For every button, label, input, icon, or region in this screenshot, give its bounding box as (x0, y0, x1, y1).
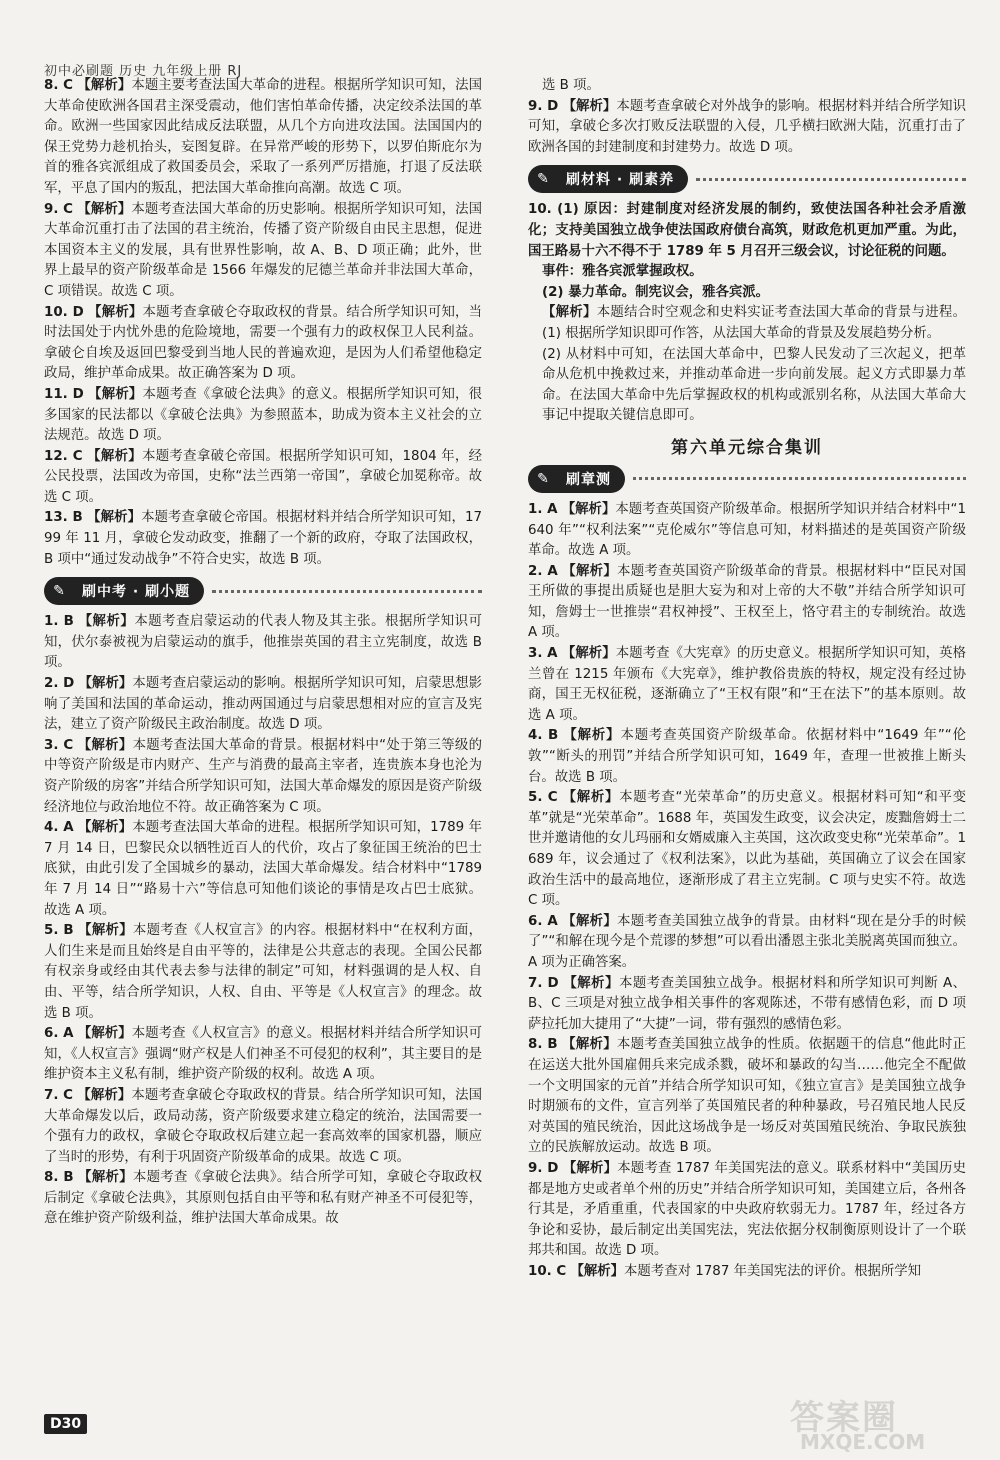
unit-title: 第六单元综合集训 (671, 437, 823, 458)
answer-number: 4. A (44, 820, 74, 836)
answer-number: 2. A (528, 563, 558, 579)
continuation-text: 选 B 项。 (542, 78, 600, 93)
left-column (44, 76, 482, 1230)
analysis-tag: 【解析】 (561, 501, 616, 517)
answer-number: 8. B (528, 1037, 558, 1053)
answer-number: 1. A (528, 501, 558, 517)
answer-item (44, 1168, 482, 1230)
answer-text: 本题考查拿破仑帝国。根据所学知识可知，1804 年，经公民投票，法国改为帝国，史称“法兰西第一帝国”，拿破仑加冕称帝。故选 C 项。 (44, 448, 483, 505)
section-banner-exam (44, 576, 482, 606)
answer-item (44, 818, 482, 921)
answer-text: 本题考查启蒙运动的代表人物及其主张。根据所学知识可知，伏尔泰被视为启蒙运动的旗手，他推崇英国的君主立宪制度，故选 B 项。 (44, 614, 482, 671)
page-number: D30 (44, 1414, 87, 1434)
analysis-tag: 【解析】 (78, 614, 135, 630)
analysis-tag: 【解析】 (77, 201, 132, 217)
answer-number: 9. D (528, 98, 559, 114)
analysis-tag: 【解析】 (562, 98, 617, 114)
answer-number: 13. B (44, 510, 83, 526)
answer-item (44, 76, 482, 200)
answer-item (528, 788, 966, 912)
answer-text: 本题考查对 1787 年美国宪法的评价。根据所学知 (624, 1263, 922, 1279)
answer-number: 1. B (44, 614, 74, 630)
analysis-tag: 【解析】 (88, 386, 143, 402)
answer-number: 8. B (44, 1170, 74, 1186)
answer-number: 6. A (528, 913, 558, 929)
answer-number: 6. A (44, 1026, 74, 1042)
watermark-logo: 答案圈 (790, 1398, 898, 1438)
answer-number: 5. B (44, 923, 74, 939)
answer-item (44, 612, 482, 674)
answer-number: 3. A (528, 646, 558, 662)
answer-item (528, 97, 966, 159)
answer-text: 本题考查美国独立战争的背景。由材料“现在是分手的时候了”“和解在现今是个荒谬的梦想”可以看出潘恩主张北美脱离英国而独立。A 项为正确答案。 (528, 913, 967, 970)
answer-item (528, 912, 966, 974)
analysis-tag: 【解析】 (77, 1026, 132, 1042)
answer-text: 本题考查《人权宣言》的意义。根据材料并结合所学知识可知，《人权宣言》强调“财产权是人们神圣不可侵犯的权利”，其主要目的是维护资本主义私有制，维护资产阶级的权利。故选 A 项。 (44, 1026, 482, 1083)
banner-dots (212, 590, 482, 593)
q10-answer-line3: (2) 暴力革命。制宪议会，雅各宾派。 (542, 284, 770, 300)
answer-item (528, 562, 966, 644)
analysis-tag: 【解析】 (542, 305, 597, 321)
answer-text: 本题考查“光荣革命”的历史意义。根据材料可知“和平变革”就是“光荣革命”。1688 年，英国发生政变，议会决定，废黜詹姆士二世并邀请他的女儿玛丽和女婿威廉入主英国，这次政变史称“光荣革命”。1689 年，议会通过了《权利法案》，以此为基础，英国确立了议会在国家政治生活中的最高地位，逐渐形成了君主立宪制。C 项与史实不符。故选 C 项。 (528, 790, 966, 909)
analysis-text: 本题结合时空观念和史料实证考查法国大革命的背景与进程。(1) 根据所学知识即可作答，从法国大革命的背景及发展趋势分析。 (542, 305, 967, 341)
pen-icon: ✎ (44, 577, 74, 605)
answer-text: 本题考查拿破仑帝国。根据材料并结合所学知识可知，1799 年 11 月，拿破仑发动政变，推翻了一个新的政府，夺取了法国政权，B 项中“通过发动战争”不符合史实，故选 B 项。 (44, 510, 482, 567)
answer-item (528, 1159, 966, 1262)
answer-item (44, 385, 482, 447)
analysis-tag: 【解析】 (77, 1087, 132, 1103)
answer-text: 本题考查《大宪章》的历史意义。根据所学知识可知，英格兰曾在 1215 年颁布《大宪章》，维护教俗贵族的特权，规定没有经过协商，国王无权征税，逐渐确立了“王权有限”和“王在法下”的基本原则。故选 A 项。 (528, 646, 966, 723)
answer-item (528, 726, 966, 788)
answer-number: 12. C (44, 448, 83, 464)
banner-dots (696, 178, 966, 181)
answer-item (44, 1086, 482, 1168)
analysis-tag: 【解析】 (78, 923, 133, 939)
answer-text: 本题考查法国大革命的背景。根据材料中“处于第三等级的中等资产阶级是市内财产、生产与消费的最高主宰者，连贵族本身也沦为资产阶级的房客”并结合所学知识可知，法国大革命爆发的原因是资产阶级经济地位与政治地位不符。故正确答案为 C 项。 (44, 737, 482, 815)
answer-number: 9. D (528, 1160, 559, 1176)
answer-number: 4. B (528, 728, 559, 744)
watermark-url: MXQE.COM (800, 1430, 926, 1454)
answer-number: 11. D (44, 386, 84, 402)
answer-number: 10. D (44, 304, 84, 320)
answer-number: 3. C (44, 737, 74, 753)
analysis-tag: 【解析】 (562, 1037, 617, 1053)
analysis-tag: 【解析】 (78, 1170, 133, 1186)
analysis-tag: 【解析】 (561, 646, 616, 662)
answer-text: 本题考查《人权宣言》的内容。根据材料中“在权利方面，人们生来是而且始终是自由平等的，法律是公共意志的表现。全国公民都有权亲身或经由其代表去参与法律的制定”可知，材料强调的是人权、自由、平等，结合所学知识，人权、自由、平等是《人权宣言》的理念。故选 B 项。 (44, 923, 483, 1021)
answer-text: 本题考查《拿破仑法典》。结合所学可知，拿破仑夺取政权后制定《拿破仑法典》，其原则包括自由平等和私有财产神圣不可侵犯等，意在维护资产阶级利益，维护法国大革命成果。故 (44, 1170, 482, 1227)
answer-item (44, 508, 482, 570)
answer-text: 本题考查美国独立战争。根据材料和所学知识可判断 A、B、C 三项是对独立战争相关事件的客观陈述，不带有感情色彩，而 D 项萨拉托加大捷用了“大捷”一词，带有强烈的感情色彩。 (528, 975, 966, 1032)
section-banner-chapter (528, 464, 966, 494)
answer-item (44, 921, 482, 1024)
analysis-tag: 【解析】 (563, 728, 621, 744)
q10-answer-line1: 10. (1) 原因：封建制度对经济发展的制约，致使法国各种社会矛盾激化；支持美国独立战争使法国政府债台高筑，财政危机更加严重。为此，国王路易十六不得不于 1789 年 5 月召开三级会议，讨论征税的问题。 (528, 202, 966, 259)
answer-number: 10. C (528, 1263, 567, 1279)
answer-text: 本题考查拿破仑夺取政权的背景。结合所学知识可知，法国大革命爆发以后，政局动荡，资产阶级要求建立稳定的统治，法国需要一个强有力的政权，拿破仑夺取政权后建立起一套高效率的国家机器，顺应了当时的形势，有利于巩固资产阶级革命的成果。故选 C 项。 (44, 1087, 482, 1165)
answer-text: 本题主要考查法国大革命的进程。根据所学知识可知，法国大革命使欧洲各国君主深受震动，他们害怕革命传播，决定绞杀法国的革命。欧洲一些国家因此结成反法联盟，从几个方向进攻法国。法国国内的保王党势力趁机抬头，妄图复辟。在异常严峻的形势下，以罗伯斯庇尔为首的雅各宾派组成了救国委员会，采取了一系列严厉措施，打退了反法联军，平息了国内的叛乱，把法国大革命推向高潮。故选 C 项。 (44, 78, 482, 196)
answer-item (528, 500, 966, 562)
answer-text: 本题考查启蒙运动的影响。根据所学知识可知，启蒙思想影响了美国和法国的革命运动，推动两国通过与启蒙思想相对应的宣言及宪法，建立了资产阶级民主政治制度。故选 D 项。 (44, 676, 483, 733)
analysis-tag: 【解析】 (77, 78, 132, 93)
answer-number: 8. C (44, 78, 73, 93)
analysis-tag: 【解析】 (77, 737, 133, 753)
answer-item (528, 1262, 966, 1283)
page-header: 初中必刷题 历史 九年级上册 RJ (44, 64, 243, 79)
banner-label: 刷中考 · 刷小题 (68, 577, 204, 605)
answer-item (44, 1024, 482, 1086)
answer-text: 本题考查英国资产阶级革命。依据材料中“1649 年”“伦敦”“断头的刑罚”并结合所学知识可知，1649 年，查理一世被推上断头台。故选 B 项。 (528, 728, 967, 785)
answer-number: 7. C (44, 1087, 73, 1103)
answer-text: 本题考查美国独立战争的性质。依据题干的信息“他此时正在运送大批外国雇佣兵来完成杀戮，破坏和暴政的勾当……他完全不配做一个文明国家的元首”并结合所学知识可知，《独立宣言》是美国独立战争时期颁布的文件，宣言列举了英国殖民者的种种暴政，号召殖民地人民反对英国的殖民统治，因此这场战争是一场反对英国殖民统治、争取民族独立的民族解放运动。故选 B 项。 (528, 1037, 967, 1156)
answer-text: 本题考查拿破仑对外战争的影响。根据材料并结合所学知识可知，拿破仑多次打败反法联盟的入侵，几乎横扫欧洲大陆，沉重打击了欧洲各国的封建制度和封建势力。故选 D 项。 (528, 98, 967, 155)
right-column (528, 76, 966, 1282)
answer-item (44, 200, 482, 303)
analysis-tag: 【解析】 (562, 1160, 618, 1176)
analysis-tag: 【解析】 (563, 975, 619, 991)
answer-text: 本题考查法国大革命的进程。根据所学知识可知，1789 年 7 月 14 日，巴黎民众以牺牲近百人的代价，攻占了象征国王统治的巴士底狱，由此引发了全国城乡的暴动，法国大革命爆发。结合材料中“1789 年 7 月 14 日”“路易十六”等信息可知他们谈论的事情是攻占巴士底狱。故选 A 项。 (44, 820, 482, 918)
analysis-tag: 【解析】 (88, 304, 143, 320)
analysis-tag: 【解析】 (87, 448, 142, 464)
banner-label: 刷章测 (552, 465, 625, 493)
q10-answer-line2: 事件：雅各宾派掌握政权。 (542, 264, 703, 280)
answer-number: 7. D (528, 975, 559, 991)
analysis-tag: 【解析】 (562, 790, 620, 806)
analysis-tag: 【解析】 (570, 1263, 625, 1279)
analysis-tag: 【解析】 (562, 563, 618, 579)
answer-number: 9. C (44, 201, 73, 217)
answer-number: 5. C (528, 790, 558, 806)
answer-number: 2. D (44, 676, 75, 692)
answer-text: 本题考查英国资产阶级革命的背景。根据材料中“臣民对国王所做的事提出质疑也是胆大妄为和对上帝的大不敬”并结合所学知识可知，詹姆士一世推崇“君权神授”、王权至上，恪守君主的专制统治。故选 A 项。 (528, 563, 967, 641)
answer-item (44, 674, 482, 736)
answer-text: 本题考查 1787 年美国宪法的意义。联系材料中“美国历史都是地方史或者单个州的历史”并结合所学知识可知，美国建立后，各州各行其是，矛盾重重，代表国家的中央政府软弱无力。1787 年，经过各方争论和妥协，最后制定出美国宪法，宪法依据分权制衡原则设计了一个联邦共和国。故选 D 项。 (528, 1160, 966, 1259)
q10-analysis (528, 303, 966, 344)
answer-item (528, 644, 966, 726)
answer-item (44, 303, 482, 385)
answer-text: 本题考查英国资产阶级革命。根据所学知识并结合材料中“1640 年”“权利法案”“克伦威尔”等信息可知，材料描述的是英国资产阶级革命。故选 A 项。 (528, 501, 966, 559)
answer-item (44, 736, 482, 818)
answer-text: 本题考查《拿破仑法典》的意义。根据所学知识可知，很多国家的民法都以《拿破仑法典》为参照蓝本，助成为资本主义社会的立法规范。故选 D 项。 (44, 386, 483, 444)
analysis-tag: 【解析】 (87, 510, 142, 526)
answer-item (528, 1035, 966, 1159)
pen-icon: ✎ (528, 465, 558, 493)
analysis-tag: 【解析】 (78, 820, 133, 836)
q10-analysis-2: (2) 从材料中可知，在法国大革命中，巴黎人民发动了三次起义，把革命从危机中挽救过来，并推动革命进一步向前发展。起义方式即暴力革命。在法国大革命中先后掌握政权的机构或派别名称，从法国大革命大事记中提取关键信息即可。 (542, 346, 966, 424)
analysis-tag: 【解析】 (78, 676, 133, 692)
answer-text: 本题考查拿破仑夺取政权的背景。结合所学知识可知，当时法国处于内忧外患的危险境地，需要一个强有力的政权保卫人民利益。拿破仑自埃及返回巴黎受到当地人民的普遍欢迎，是因为人们希望他稳定政局，维护革命成果。故正确答案为 D 项。 (44, 304, 483, 382)
answer-item (528, 974, 966, 1036)
pen-icon: ✎ (528, 165, 558, 193)
section-banner-material (528, 164, 966, 194)
banner-dots (633, 477, 966, 480)
answer-item (44, 447, 482, 509)
analysis-tag: 【解析】 (562, 913, 618, 929)
banner-label: 刷材料 · 刷素养 (552, 165, 688, 193)
answer-text: 本题考查法国大革命的历史影响。根据所学知识可知，法国大革命沉重打击了法国的君主统治，传播了资产阶级自由民主思想，促进本国资本主义的发展，具有世界性影响，故 A、B、D 项正确；此外，世界上最早的资产阶级革命是 1566 年爆发的尼德兰革命并非法国大革命，C 项错误。故选 C 项。 (44, 201, 482, 299)
